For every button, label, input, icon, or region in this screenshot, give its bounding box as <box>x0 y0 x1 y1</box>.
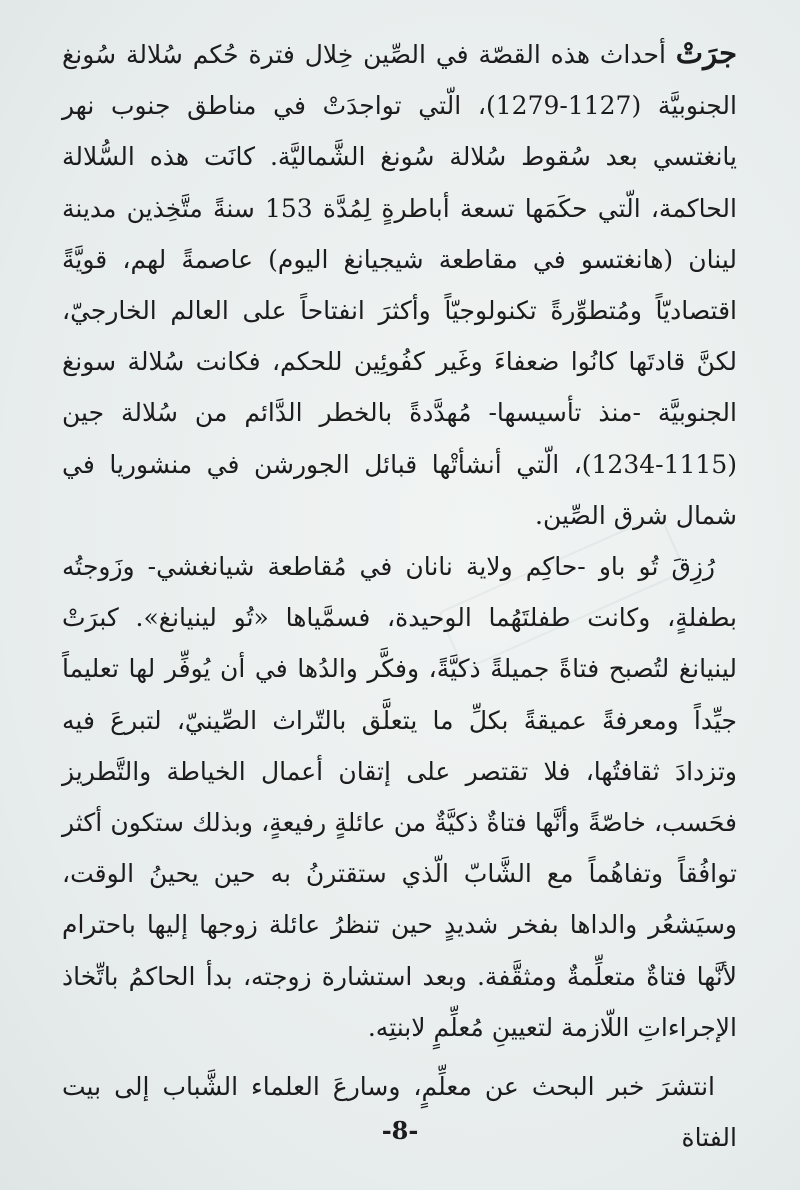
paragraph-lead-word: جرَتْ <box>675 36 737 70</box>
paragraph-1 <box>62 28 737 541</box>
body-text <box>62 28 737 1163</box>
paragraph-3: انتشرَ خبر البحث عن معلِّمٍ، وسارعَ العلماء الشَّباب إلى بيت الفتاة <box>62 1072 737 1153</box>
paragraph-1-text: أحداث هذه القصّة في الصِّين خِلال فترة حُكم سُلالة سُونغ الجنوبيَّة (1127-1279)، الّتي تواجدَتْ في مناطق جنوب نهر يانغتسي بعد سُقوط سُلالة سُونغ الشَّماليَّة. كانَت هذه السُّلالة الحاكمة، الّتي حكَمَها تسعة أباطرةٍ لِمُدَّة 153 سنةً متَّخِذين مدينة لينان (هانغتسو في مقاطعة شيجيانغ اليوم) عاصمةً لهم، قويَّةً اقتصاديّاً ومُتطوِّرةً تكنولوجيّاً وأكثرَ انفتاحاً على العالم الخارجيّ، لكنَّ قادتَها كانُوا ضعفاءَ وغَير كفُوئِين للحكم، فكانت سُلالة سونغ الجنوبيَّة -منذ تأسيسها- مُهدَّدةً بالخطر الدَّائم من سُلالة جين (1115-1234)، الّتي أنشأتْها قبائل الجورشن في منشوريا في شمال شرق الصِّين. <box>62 40 737 530</box>
page-number: -8- <box>381 1116 419 1145</box>
paragraph-2: رُزِقَ تُو باو -حاكِم ولاية نانان في مُقاطعة شيانغشي- وزَوجتُه بطفلةٍ، وكانت طفلتَهُما الوحيدة، فسمَّياها «تُو لينيانغ». كبرَتْ لينيانغ لتُصبح فتاةً جميلةً ذكيَّةً، وفكَّر والدُها في أن يُوفِّر لها تعليماً جيِّداً ومعرفةً عميقةً بكلِّ ما يتعلَّق بالتّراث الصِّينيّ، لتبرعَ فيه وتزدادَ ثقافتُها، فلا تقتصر على إتقان أعمال الخياطة والتَّطريز فحَسب، خاصّةً وأنَّها فتاةٌ ذكيَّةٌ من عائلةٍ رفيعةٍ، وبذلك ستكون أكثر توافُقاً وتفاهُماً مع الشَّابّ الّذي ستقترنُ به حين يحينُ الوقت، وسيَشعُر والداها بفخر شديدٍ حين تنظرُ عائلة زوجها إليها باحترام لأنَّها فتاةٌ متعلِّمةٌ ومثقَّفة. وبعد استشارة زوجته، بدأ الحاكمُ باتِّخاذ الإجراءاتِ اللّازمة لتعيينِ مُعلِّمٍ لابنتِه. <box>62 552 737 1042</box>
